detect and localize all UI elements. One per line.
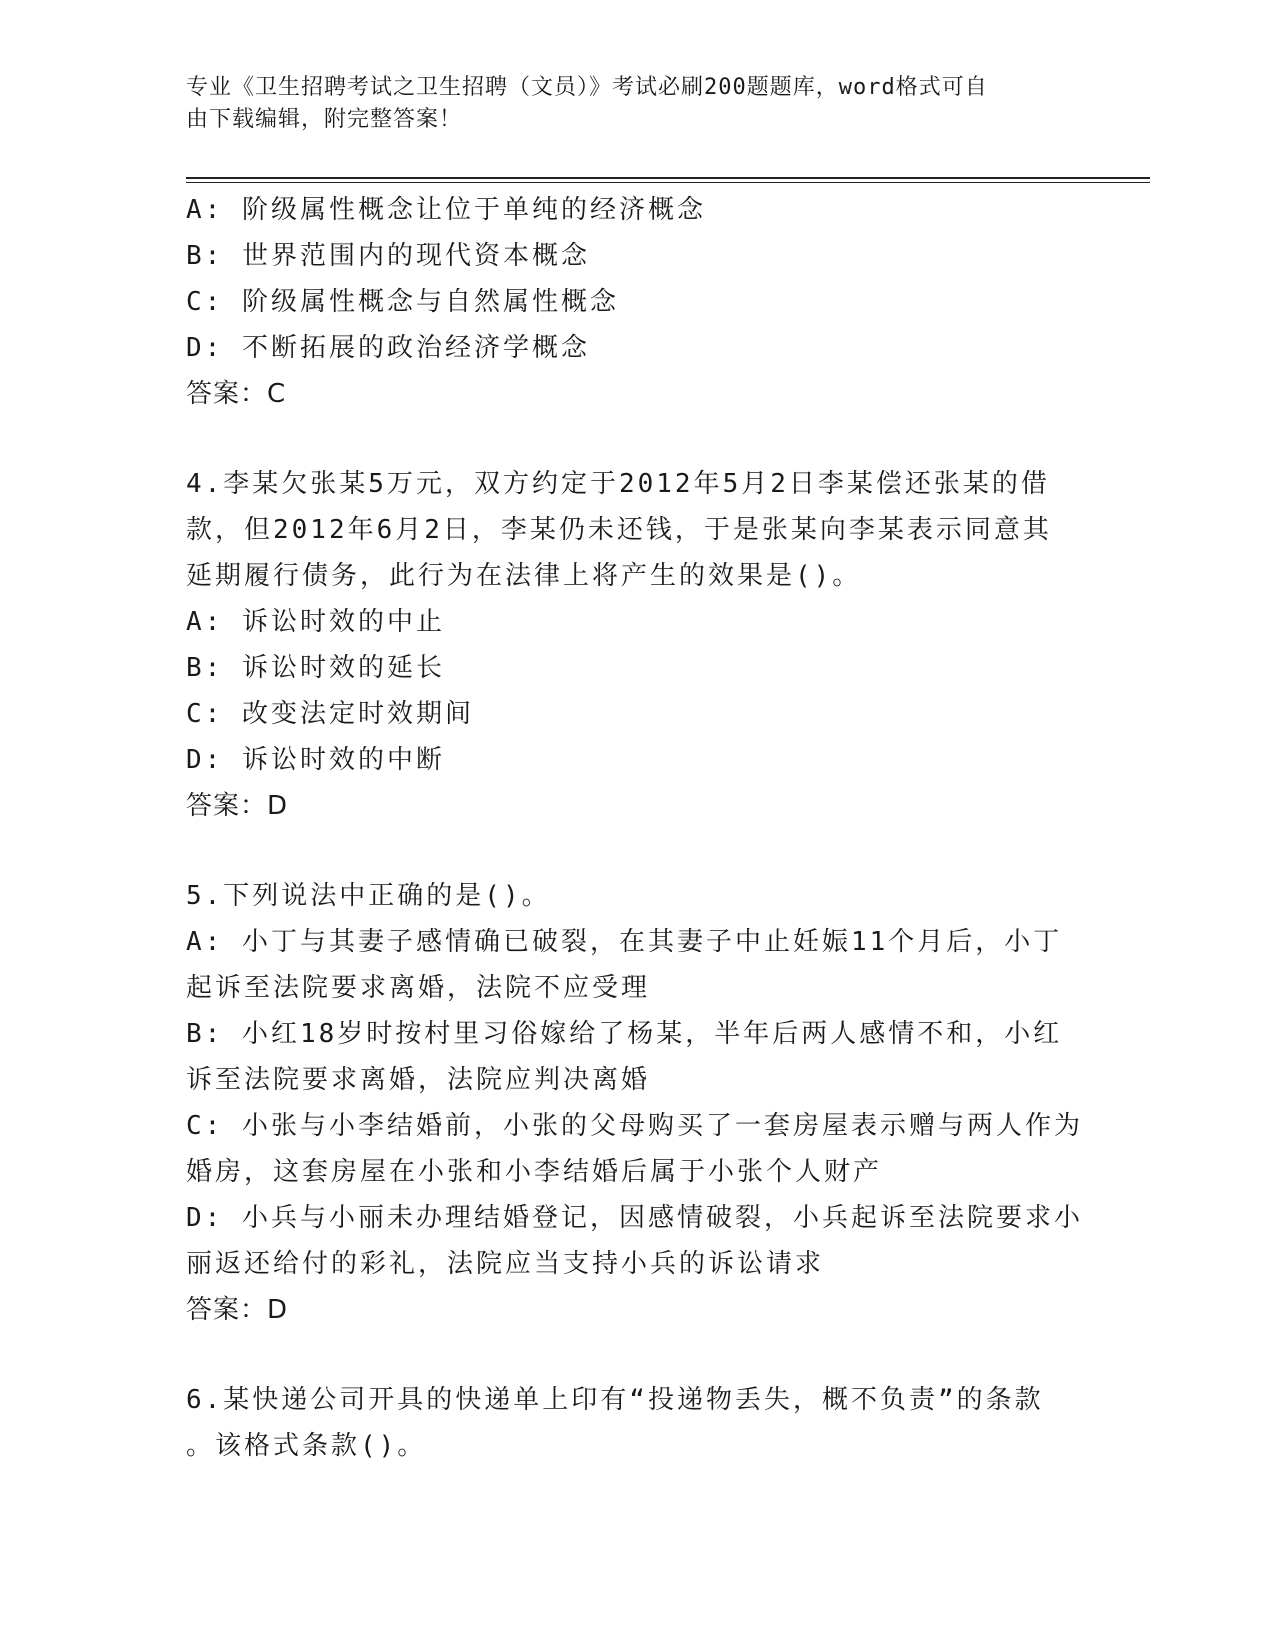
option-a: A: 诉讼时效的中止 [186, 607, 445, 637]
option-b-continued: 诉至法院要求离婚，法院应判决离婚 [186, 1065, 651, 1095]
option-b: B: 诉讼时效的延长 [186, 653, 445, 683]
question-4 [186, 461, 1086, 829]
question-stem-line: 款，但2012年6月2日，李某仍未还钱，于是张某向李某表示同意其 [186, 515, 1052, 545]
answer-line: 答案：D [186, 791, 289, 821]
question-stem-line: 。该格式条款()。 [186, 1431, 427, 1461]
spacer [186, 1333, 1086, 1377]
header-divider-thin [186, 182, 1150, 183]
question-5 [186, 873, 1086, 1333]
header-divider-thick [186, 177, 1150, 179]
option-a: A: 小丁与其妻子感情确已破裂，在其妻子中止妊娠11个月后，小丁 [186, 927, 1063, 957]
option-c: C: 小张与小李结婚前，小张的父母购买了一套房屋表示赠与两人作为 [186, 1111, 1083, 1141]
question-stem-line: 延期履行债务，此行为在法律上将产生的效果是()。 [186, 561, 862, 591]
option-c: C: 阶级属性概念与自然属性概念 [186, 287, 619, 317]
question-list [186, 187, 1086, 1469]
option-d: D: 不断拓展的政治经济学概念 [186, 333, 590, 363]
document-header [186, 72, 1066, 136]
spacer [186, 417, 1086, 461]
header-line-1: 专业《卫生招聘考试之卫生招聘（文员）》考试必刷200题题库，word格式可自 [186, 75, 988, 100]
question-6 [186, 1377, 1086, 1469]
question-stem-line: 5.下列说法中正确的是()。 [186, 881, 551, 911]
option-b: B: 小红18岁时按村里习俗嫁给了杨某，半年后两人感情不和，小红 [186, 1019, 1063, 1049]
option-c-continued: 婚房，这套房屋在小张和小李结婚后属于小张个人财产 [186, 1157, 883, 1187]
question-3 [186, 187, 1086, 417]
spacer [186, 829, 1086, 873]
option-d-continued: 丽返还给付的彩礼，法院应当支持小兵的诉讼请求 [186, 1249, 825, 1279]
answer-line: 答案：C [186, 379, 287, 409]
option-a-continued: 起诉至法院要求离婚，法院不应受理 [186, 973, 651, 1003]
option-b: B: 世界范围内的现代资本概念 [186, 241, 590, 271]
option-d: D: 小兵与小丽未办理结婚登记，因感情破裂，小兵起诉至法院要求小 [186, 1203, 1083, 1233]
option-a: A: 阶级属性概念让位于单纯的经济概念 [186, 195, 706, 225]
header-line-2: 由下载编辑，附完整答案！ [186, 107, 463, 132]
question-stem-line: 4.李某欠张某5万元，双方约定于2012年5月2日李某偿还张某的借 [186, 469, 1050, 499]
answer-line: 答案：D [186, 1295, 289, 1325]
question-stem-line: 6.某快递公司开具的快递单上印有“投递物丢失，概不负责”的条款 [186, 1385, 1044, 1415]
option-c: C: 改变法定时效期间 [186, 699, 474, 729]
option-d: D: 诉讼时效的中断 [186, 745, 445, 775]
